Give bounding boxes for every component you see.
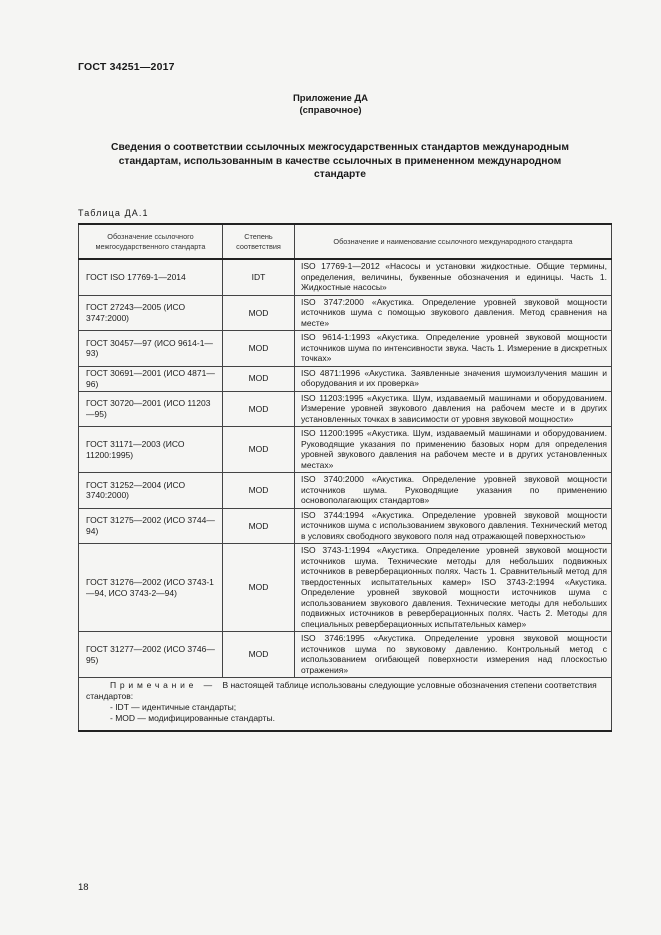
table-row — [79, 473, 612, 509]
table-note — [79, 678, 612, 732]
degree-cell: MOD — [223, 632, 295, 678]
table-note-row — [79, 678, 612, 732]
annex-title: Приложение ДА — [292, 93, 369, 104]
degree-cell: MOD — [223, 508, 295, 544]
table-row — [79, 544, 612, 632]
table-row — [79, 331, 612, 367]
intl-cell: ISO 11200:1995 «Акустика. Шум, издаваемый машинами и оборудованием. Руководящие указания по применению базовых норм для определения уровней звукового давления на рабочем месте и в других установленных местах» — [295, 427, 612, 473]
intl-cell: ISO 11203:1995 «Акустика. Шум, издаваемый машинами и оборудованием. Измерение уровней звукового давления на рабочем месте и в других установленных точках в зависимости от уровня звуковой мощности» — [295, 391, 612, 427]
gost-cell: ГОСТ 31252—2004 (ИСО 3740:2000) — [79, 473, 223, 509]
table-label: Таблица ДА.1 — [78, 208, 149, 218]
gost-cell: ГОСТ 31276—2002 (ИСО 3743-1—94, ИСО 3743-2—94) — [79, 544, 223, 632]
note-paragraph — [86, 680, 605, 702]
table-row — [79, 632, 612, 678]
header-degree: Степень соответствия — [223, 224, 295, 259]
header-intl: Обозначение и наименование ссылочного международного стандарта — [295, 224, 612, 259]
gost-cell: ГОСТ 31275—2002 (ИСО 3744—94) — [79, 508, 223, 544]
gost-cell: ГОСТ 31277—2002 (ИСО 3746—95) — [79, 632, 223, 678]
annex-header — [0, 93, 661, 117]
table-row — [79, 366, 612, 391]
intl-cell: ISO 3740:2000 «Акустика. Определение уровней звуковой мощности источников шума. Руководящие указания по применению основополагающих стандартов» — [295, 473, 612, 509]
intl-cell: ISO 3743-1:1994 «Акустика. Определение уровней звуковой мощности источников шума. Технические методы для небольших подвижных источников в реверберационных полях. Часть 1. Сравнительный метод для твердостенных испытательных камер» ISO 3743-2:1994 «Акустика. Определение уровней звуковой мощности источников шума с использованием звукового давления. Технические методы для небольших подвижных источников в реверберационных полях. Часть 2. Методы для специальных реверберационных испытательных камер» — [295, 544, 612, 632]
note-text: В настоящей таблице использованы следующие условные обозначения степени соответствия стандартов: — [86, 680, 597, 701]
table-header-row — [79, 224, 612, 259]
degree-cell: MOD — [223, 473, 295, 509]
page-number: 18 — [78, 882, 89, 893]
degree-cell: MOD — [223, 366, 295, 391]
intl-cell: ISO 9614-1:1993 «Акустика. Определение уровней звуковой мощности источников шума по интенсивности звука. Часть 1. Измерение в дискретных точках» — [295, 331, 612, 367]
intl-cell: ISO 3747:2000 «Акустика. Определение уровней звуковой мощности источников шума с помощью звукового давления. Метод сравнения на месте» — [295, 295, 612, 331]
table-row — [79, 295, 612, 331]
intl-cell: ISO 3744:1994 «Акустика. Определение уровней звуковой мощности источников шума с использованием звукового давления. Технический метод в условиях свободного звукового поля над отражающей поверхностью» — [295, 508, 612, 544]
note-label: Примечание — [110, 680, 198, 690]
gost-cell: ГОСТ 27243—2005 (ИСО 3747:2000) — [79, 295, 223, 331]
degree-cell: MOD — [223, 427, 295, 473]
intl-cell: ISO 17769-1—2012 «Насосы и установки жидкостные. Общие термины, определения, величины, буквенные обозначения и единицы. Часть 1. Жидкостные насосы» — [295, 259, 612, 295]
table-row — [79, 391, 612, 427]
gost-cell: ГОСТ ISO 17769-1—2014 — [79, 259, 223, 295]
note-item: - MOD — модифицированные стандарты. — [110, 713, 275, 723]
degree-cell: MOD — [223, 331, 295, 367]
gost-cell: ГОСТ 30457—97 (ИСО 9614-1—93) — [79, 331, 223, 367]
gost-cell: ГОСТ 30720—2001 (ИСО 11203—95) — [79, 391, 223, 427]
note-item: - IDT — идентичные стандарты; — [110, 702, 237, 712]
gost-cell: ГОСТ 31171—2003 (ИСО 11200:1995) — [79, 427, 223, 473]
document-code: ГОСТ 34251—2017 — [78, 61, 175, 73]
degree-cell: IDT — [223, 259, 295, 295]
degree-cell: MOD — [223, 295, 295, 331]
annex-heading: Сведения о соответствии ссылочных межгосударственных стандартов международным стандартам, использованным в качестве ссылочных в примененном международном стандарте — [111, 142, 569, 180]
header-gost: Обозначение ссылочного межгосударственного стандарта — [79, 224, 223, 259]
degree-cell: MOD — [223, 391, 295, 427]
table-row — [79, 508, 612, 544]
degree-cell: MOD — [223, 544, 295, 632]
intl-cell: ISO 3746:1995 «Акустика. Определение уровня звуковой мощности источников шума по звуковому давлению. Контрольный метод с использованием огибающей поверхности измерения над плоскостью отражения» — [295, 632, 612, 678]
table-row — [79, 259, 612, 295]
intl-cell: ISO 4871:1996 «Акустика. Заявленные значения шумоизлучения машин и оборудования и их проверка» — [295, 366, 612, 391]
annex-subtitle: (справочное) — [299, 105, 362, 116]
gost-cell: ГОСТ 30691—2001 (ИСО 4871—96) — [79, 366, 223, 391]
correspondence-table — [78, 223, 612, 732]
table-row — [79, 427, 612, 473]
note-dash: — — [203, 680, 213, 690]
